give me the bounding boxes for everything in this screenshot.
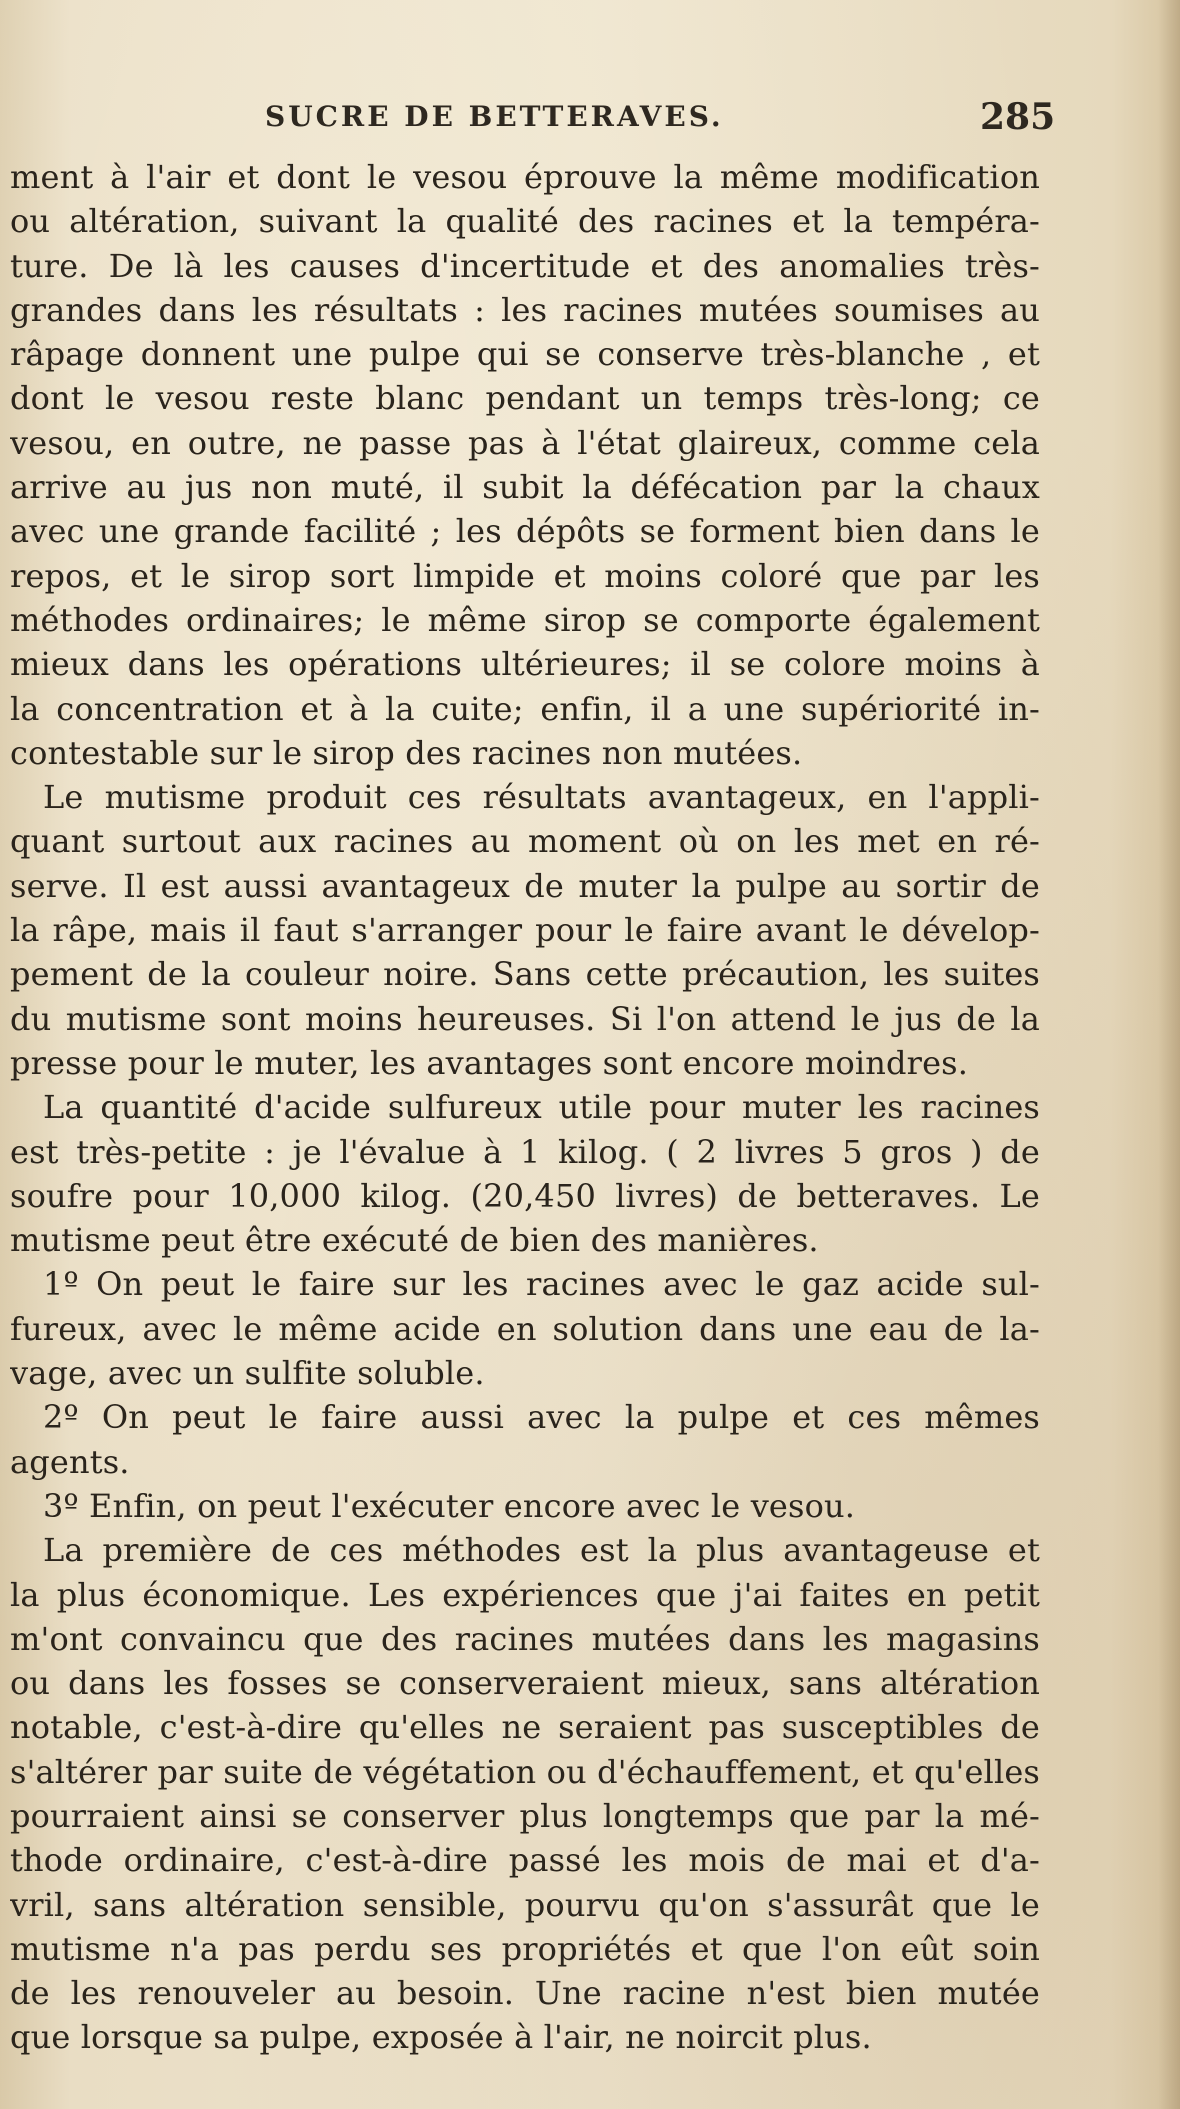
text-line: la concentration et à la cuite; enfin, il a une supériorité in- <box>10 689 1040 728</box>
text-line: Le mutisme produit ces résultats avantageux, en l'appli- <box>43 778 1040 817</box>
text-line: soufre pour 10,000 kilog. (20,450 livres) de betteraves. Le <box>10 1176 1040 1215</box>
text-line: est très-petite : je l'évalue à 1 kilog. ( 2 livres 5 gros ) de <box>10 1132 1040 1171</box>
page-number: 285 <box>980 96 1056 138</box>
text-line: fureux, avec le même acide en solution dans une eau de la- <box>10 1309 1040 1348</box>
text-line: mieux dans les opérations ultérieures; il se colore moins à <box>10 645 1040 684</box>
text-line: notable, c'est-à-dire qu'elles ne seraient pas susceptibles de <box>10 1708 1040 1747</box>
text-line: la râpe, mais il faut s'arranger pour le faire avant le dévelop- <box>10 911 1040 950</box>
text-line: 3º Enfin, on peut l'exécuter encore avec le vesou. <box>43 1486 856 1525</box>
text-line: vesou, en outre, ne passe pas à l'état glaireux, comme cela <box>10 423 1040 462</box>
text-line: thode ordinaire, c'est-à-dire passé les mois de mai et d'a- <box>10 1841 1040 1880</box>
text-line: râpage donnent une pulpe qui se conserve très-blanche , et <box>10 335 1040 374</box>
text-line: arrive au jus non muté, il subit la défécation par la chaux <box>10 468 1040 507</box>
text-line: pement de la couleur noire. Sans cette précaution, les suites <box>10 955 1040 994</box>
text-line: serve. Il est aussi avantageux de muter la pulpe au sortir de <box>10 866 1040 905</box>
text-line: vage, avec un sulfite soluble. <box>10 1354 485 1393</box>
text-line: 1º On peut le faire sur les racines avec le gaz acide sul- <box>43 1265 1040 1304</box>
text-line: la plus économique. Les expériences que j'ai faites en petit <box>10 1575 1040 1614</box>
running-title: SUCRE DE BETTERAVES. <box>265 100 724 133</box>
text-line: ou dans les fosses se conserveraient mieux, sans altération <box>10 1664 1040 1703</box>
text-line: La première de ces méthodes est la plus avantageuse et <box>43 1531 1040 1570</box>
text-line: ture. De là les causes d'incertitude et des anomalies très- <box>10 246 1040 285</box>
text-line: ment à l'air et dont le vesou éprouve la même modification <box>10 158 1040 196</box>
text-line: m'ont convaincu que des racines mutées dans les magasins <box>10 1619 1040 1658</box>
text-line: ou altération, suivant la qualité des racines et la tempéra- <box>10 202 1040 241</box>
text-line: quant surtout aux racines au moment où on les met en ré- <box>10 822 1040 861</box>
running-head <box>0 96 1180 140</box>
text-line: méthodes ordinaires; le même sirop se comporte également <box>10 600 1040 639</box>
text-line: presse pour le muter, les avantages sont encore moindres. <box>10 1043 969 1082</box>
text-line: s'altérer par suite de végétation ou d'échauffement, et qu'elles <box>10 1752 1040 1791</box>
text-line: repos, et le sirop sort limpide et moins coloré que par les <box>10 556 1040 595</box>
text-line: que lorsque sa pulpe, exposée à l'air, ne noircit plus. <box>10 2018 872 2057</box>
text-line: agents. <box>10 1442 130 1481</box>
text-line: vril, sans altération sensible, pourvu qu'on s'assurât que le <box>10 1885 1040 1924</box>
text-line: La quantité d'acide sulfureux utile pour muter les racines <box>43 1088 1040 1127</box>
text-line: pourraient ainsi se conserver plus longtemps que par la mé- <box>10 1796 1040 1835</box>
text-line: du mutisme sont moins heureuses. Si l'on attend le jus de la <box>10 999 1040 1038</box>
page-edge-shadow <box>1158 0 1180 2109</box>
text-line: grandes dans les résultats : les racines mutées soumises au <box>10 290 1040 329</box>
text-line: mutisme peut être exécuté de bien des manières. <box>10 1221 819 1260</box>
text-line: dont le vesou reste blanc pendant un temps très-long; ce <box>10 379 1040 418</box>
text-line: avec une grande facilité ; les dépôts se forment bien dans le <box>10 512 1040 551</box>
text-line: contestable sur le sirop des racines non mutées. <box>10 733 803 772</box>
text-line: de les renouveler au besoin. Une racine n'est bien mutée <box>10 1974 1040 2013</box>
body-text <box>10 155 1040 2060</box>
text-line: 2º On peut le faire aussi avec la pulpe et ces mêmes <box>43 1398 1040 1437</box>
text-line: mutisme n'a pas perdu ses propriétés et que l'on eût soin <box>10 1929 1040 1968</box>
